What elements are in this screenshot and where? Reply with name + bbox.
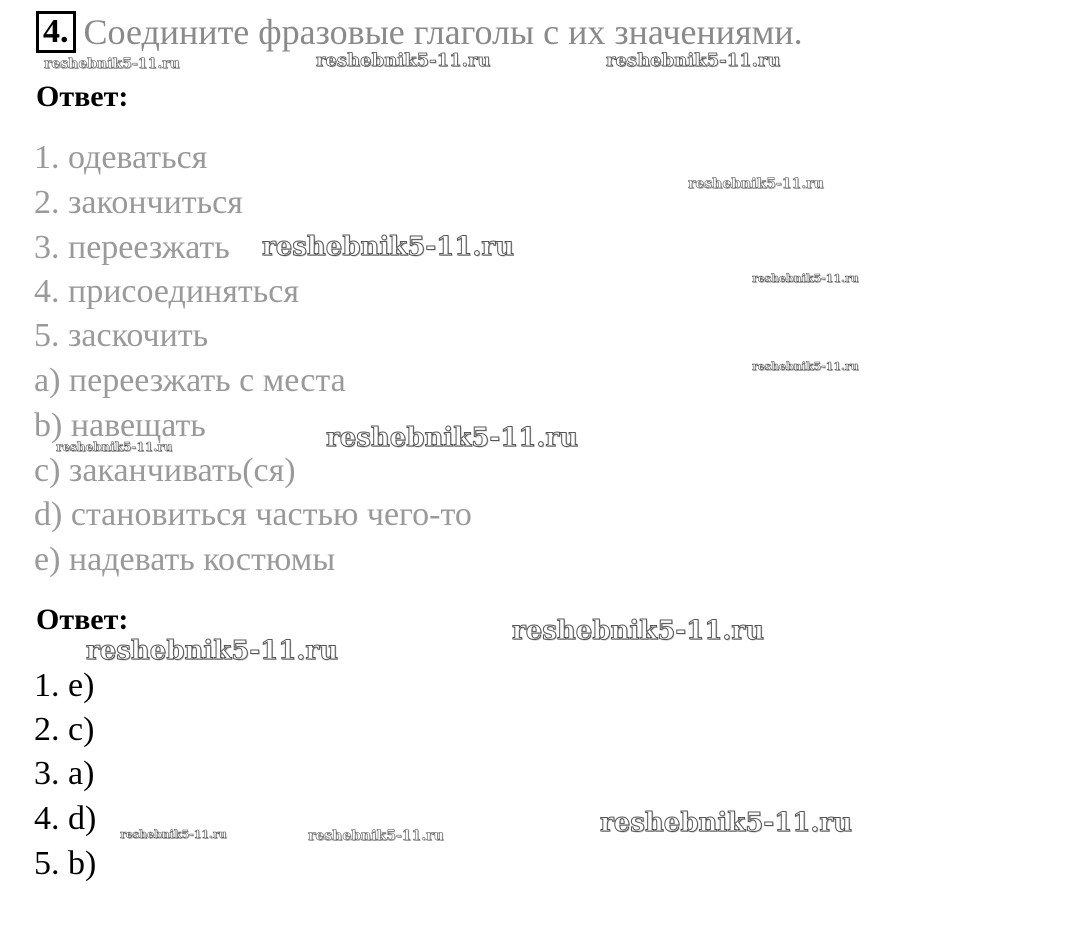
watermark: reshebnik5-11.ru <box>606 50 781 71</box>
answer-item: 5. b) <box>34 845 97 882</box>
watermark: reshebnik5-11.ru <box>56 440 173 454</box>
answer-item: 2. c) <box>34 711 95 748</box>
watermark: reshebnik5-11.ru <box>44 56 180 72</box>
watermark: reshebnik5-11.ru <box>316 50 491 71</box>
list-item: 4. присоединяться <box>34 273 299 310</box>
list-item: 2. закончиться <box>34 184 243 221</box>
list-item: 5. заскочить <box>34 317 209 354</box>
task-number: 4. <box>36 11 76 53</box>
watermark: reshebnik5-11.ru <box>600 808 853 838</box>
watermark: reshebnik5-11.ru <box>120 828 227 841</box>
watermark: reshebnik5-11.ru <box>512 616 765 646</box>
answer-label-first: Ответ: <box>36 80 129 113</box>
list-item: 3. переезжать <box>34 229 230 266</box>
watermark: reshebnik5-11.ru <box>308 828 444 844</box>
list-item: d) становиться частью чего-то <box>34 496 472 533</box>
task-title: Соедините фразовые глаголы с их значениями. <box>83 12 803 52</box>
list-item: b) навещать <box>34 407 206 444</box>
watermark: reshebnik5-11.ru <box>86 636 339 666</box>
task-header <box>36 10 803 54</box>
answer-label-second: Ответ: <box>36 603 129 636</box>
watermark: reshebnik5-11.ru <box>752 272 859 285</box>
answer-item: 1. e) <box>34 667 95 704</box>
list-item: 1. одеваться <box>34 139 208 176</box>
list-item: c) заканчивать(ся) <box>34 452 296 489</box>
list-item: a) переезжать с места <box>34 362 346 399</box>
watermark: reshebnik5-11.ru <box>752 360 859 373</box>
answer-item: 4. d) <box>34 800 97 837</box>
watermark: reshebnik5-11.ru <box>326 423 579 453</box>
watermark: reshebnik5-11.ru <box>262 232 515 262</box>
list-item: e) надевать костюмы <box>34 541 336 578</box>
answer-item: 3. a) <box>34 755 95 792</box>
watermark: reshebnik5-11.ru <box>688 176 824 192</box>
